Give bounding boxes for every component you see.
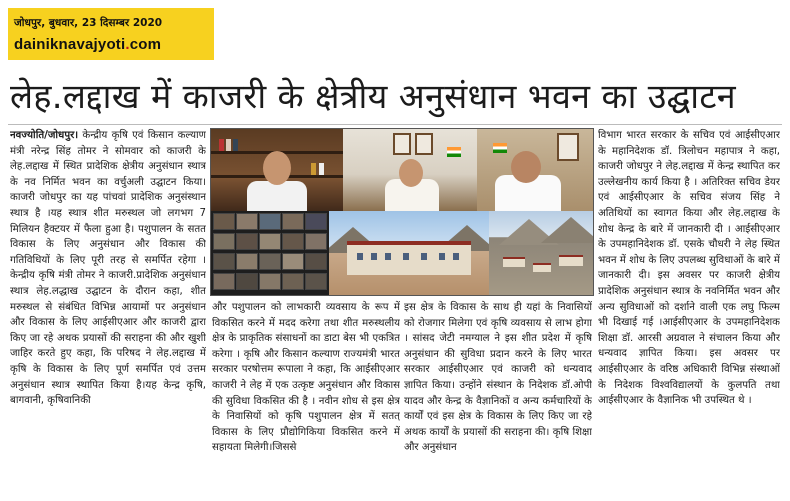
flag-icon — [447, 147, 461, 157]
video-tile — [236, 233, 258, 250]
window — [385, 253, 391, 260]
video-tile — [305, 213, 327, 230]
video-tile — [305, 273, 327, 290]
mountain — [541, 217, 594, 243]
video-tile — [305, 253, 327, 270]
video-tile — [282, 213, 304, 230]
video-tile — [213, 273, 235, 290]
news-photo — [210, 128, 594, 296]
video-tile — [259, 273, 281, 290]
book — [226, 139, 231, 151]
headline: लेह.लद्दाख में काजरी के क्षेत्रीय अनुसंधान भवन का उद्घाटन — [10, 77, 736, 117]
byline: नवज्योति/जोधपुर। — [10, 130, 79, 141]
article-column-4 — [598, 128, 780, 494]
article-paragraph — [10, 128, 206, 409]
building — [503, 257, 525, 267]
article-column-3 — [404, 300, 592, 494]
portrait-frame — [557, 133, 579, 161]
video-tile — [259, 233, 281, 250]
video-tile — [236, 253, 258, 270]
column-text: इस क्षेत्र के विकास के साथ ही यहां के निवासियों को रोजगार मिलेगा एवं कृषि व्यवसाय से लाभ होगा । सांसद जेटी नमग्याल ने इस शीत प्रदेश में कृषि अनुसंधान की सुविधा प्रदान करने के लिए भारत सरकार आईसीएआर एवं काजरी को धन्यवाद ज्ञापित किया। उन्होंने संस्थान के निदेशक डॉ.ओपी यादव और केन्द्र के वैज्ञानिकों व अन्य कर्मचारियों के कार्यों एवं इस क्षेत्र के विकास के लिए किए जा रहे अथक कार्यों के प्रयासों की सराहना की। कृषि शिक्षा और अनुसंधान — [404, 302, 592, 454]
video-tile — [213, 253, 235, 270]
video-tile — [236, 273, 258, 290]
photo-pane-building — [329, 211, 489, 296]
site-name — [14, 36, 161, 53]
video-tile — [282, 233, 304, 250]
window — [357, 253, 363, 260]
masthead — [8, 8, 214, 60]
video-tile — [282, 273, 304, 290]
photo-pane-speaker-2 — [477, 129, 594, 211]
column-text: विभाग भारत सरकार के सचिव एवं आईसीएआर के महानिदेशक डॉ. त्रिलोचन महापात्र ने कहा, काजरी जोधपुर ने लेह.लद्दाख में केन्द्र स्थापित कर उल्लेखनीय कार्य किया है । अतिरिक्त सचिव डेयर एवं आईसीएआर के सचिव संजय सिंह ने अतिथियों का स्वागत किया और लेह.लद्दाख के शोध केन्द्र के बारे में जानकारी दी । आईसीएआर के उपमहानिदेशक डॉ. एसके चौधरी ने लेह स्थित भवन में शोध के लिए उपलब्ध सुविधाओं के बारे में जानकारी दी। इस अवसर पर काजरी क्षेत्रीय प्रादेशिक अनुसंधान स्थात्र के नवनिर्मित भवन और अन्य सुविधाओं को दर्शाने वाली एक लघु फिल्म भी दिखाई गई ।आईसीएआर के उपमहानिदेशक शिक्षा डॉ. आरसी अग्रवाल ने संचालन किया और धन्यवाद ज्ञापित किया। इस अवसर पर आईसीएआर के वरिष्ठ अधिकारी विभिन्न संस्थाओं के निदेशक विश्वविद्यालयों के कुलपति तथा आईसीएआर के वैज्ञानिक भी उपस्थित थे । — [598, 130, 780, 407]
flag-icon — [493, 143, 507, 153]
building — [533, 263, 551, 272]
video-tile — [213, 213, 235, 230]
site-name-prefix: dainiknavajyoti — [14, 36, 126, 53]
person-head — [399, 159, 423, 187]
book — [219, 139, 224, 151]
portrait-frame — [393, 133, 411, 155]
column-text: केन्द्रीय कृषि एवं किसान कल्याण मंत्री नरेन्द्र सिंह तोमर ने सोमवार को काजरी के लेह.लद्दाख में स्थित प्रादेशिक क्षेत्रीय अनुसंधान स्थात्र के नव निर्मित भवन का वर्चुअली उद्घाटन किया। काजरी जोधपुर का यह पांचवां प्रादेशिक अनुसंस्थान स्थात्र है ।यह स्थात्र शीत मरुस्थल जो लगभग 7 मिलियन हैक्टयर में फैला हुआ है। पशुपालन के सतत विकास के लिए अनुसंधान और विकास की गतिविधियों के लिए पूरी तरह से समर्पित रहेगा । केन्द्रीय कृषि मंत्री तोमर ने काजरी.प्रादेशिक अनुसंधान स्थात्र लेह.लद्धाख उद्घाटन के दौरान कहा, शीत मरुस्थल से संबंधित विभिन्न आयामों पर अनुसंधान और विकास के लिए आईसीएआर और काजरी द्वारा किए जा रहे अथक प्रयासों की सराहना की और खुशी जाहिर करते हुए कहा, कि परिषद ने लेह.लद्दाख में कृषि के विकास के लिए पूर्ण समर्पित एवं उत्तम अनुसंधान स्थात्र स्थापित किया है।यह केन्द्र कृषि, बागवानी, कृषिवानिकी — [10, 130, 206, 407]
portrait-frame — [415, 133, 433, 155]
photo-pane-site-overview — [489, 211, 594, 296]
window — [371, 253, 377, 260]
video-tile — [282, 253, 304, 270]
column-text: और पशुपालन को लाभकारी व्यवसाय के रूप में विकसित करने में मदद करेगा तथा शीत मरुस्थलीय क्षेत्र के प्राकृतिक संसाधनों का डाटा बेस भी एकत्रित करेगा । कृषि और किसान कल्याण राज्यमंत्री भारत सरकार परषोत्तम रूपाला ने कहा, कि आईसीएआर काजरी ने लेह में एक उत्कृष्ट अनुसंधान और विकास की सुविधा विकसित की है । नवीन शोध से इस क्षेत्र के निवासियों को कृषि पशुपालन क्षेत्र में सतत् विकास के लिए प्रौद्योगिकिया विकसित करने में सहायता मिलेगी।जिससे — [212, 302, 400, 454]
video-tile — [259, 253, 281, 270]
video-tile — [236, 213, 258, 230]
book — [311, 163, 316, 175]
photo-pane-video-grid — [211, 211, 329, 296]
window — [403, 253, 409, 260]
building — [559, 255, 583, 266]
video-tile — [259, 213, 281, 230]
person-torso — [247, 181, 307, 211]
video-tile — [213, 233, 235, 250]
article-column-2 — [212, 300, 400, 494]
video-tile — [305, 233, 327, 250]
person-head — [511, 151, 541, 183]
headline-rule — [8, 124, 782, 125]
photo-pane-speaker-1 — [211, 129, 343, 211]
book — [233, 139, 238, 151]
photo-pane-minister — [343, 129, 477, 211]
article-column-1 — [10, 128, 206, 494]
site-name-dot: . — [125, 36, 130, 53]
window — [439, 253, 445, 260]
window — [421, 253, 427, 260]
building — [347, 241, 471, 275]
site-name-suffix: com — [129, 36, 162, 53]
person-head — [263, 151, 291, 185]
book — [319, 163, 324, 175]
dateline: जोधपुर, बुधवार, 23 दिसम्बर 2020 — [14, 17, 163, 29]
window — [453, 253, 459, 260]
